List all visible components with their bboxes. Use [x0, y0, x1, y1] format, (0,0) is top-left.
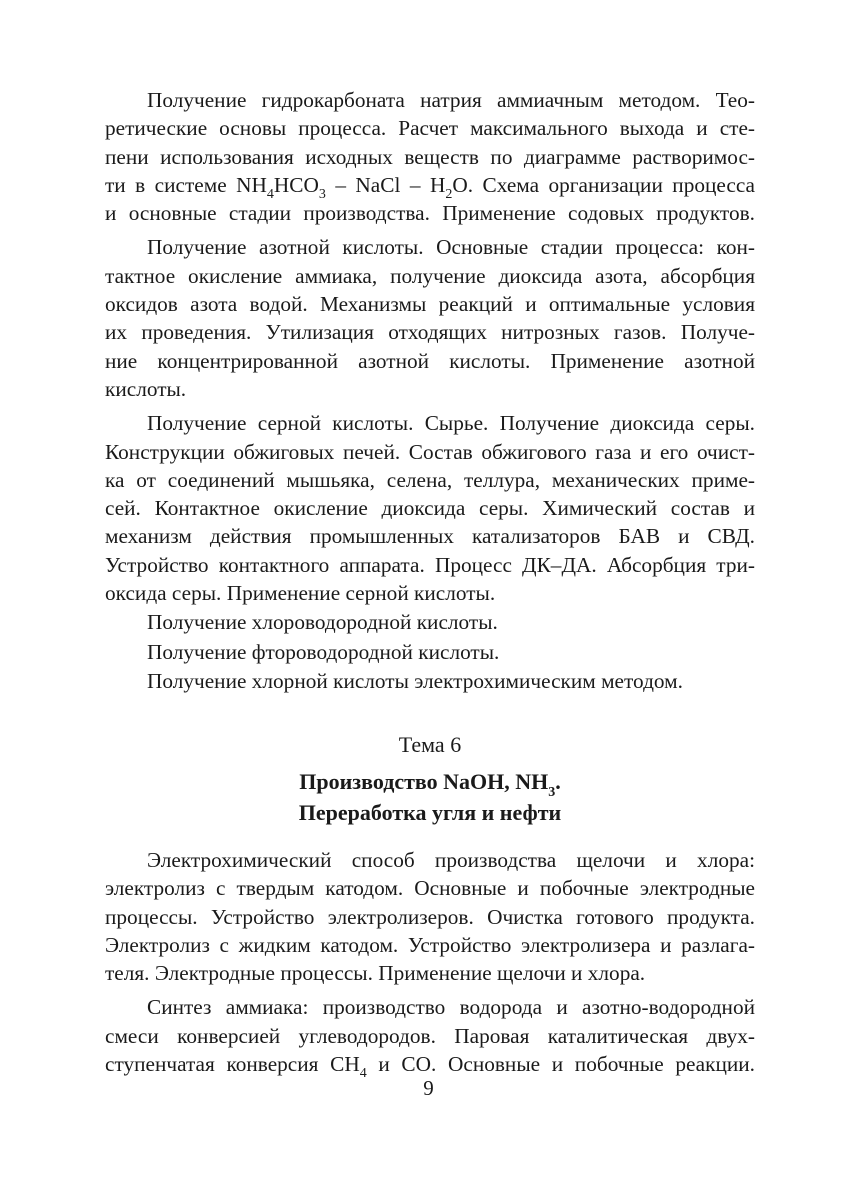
text-line: Электролиз с жидким катодом. Устройство электролизера и разлага-: [105, 932, 755, 957]
paragraph-nitric-acid: [105, 233, 755, 403]
title-text: .: [555, 769, 561, 794]
text-line: механизм действия промышленных катализаторов БАВ и СВД.: [105, 524, 755, 549]
section-title: [105, 766, 755, 828]
formula-pre: ступенчатая конверсия CH: [105, 1052, 360, 1077]
paragraph-ammonia: [105, 993, 755, 1078]
page-number: 9: [423, 1076, 434, 1100]
subscript: 3: [318, 186, 326, 200]
formula-pre: ти в системе NH: [105, 172, 267, 197]
paragraph-sulfuric-acid: [105, 409, 755, 607]
text-line: Получение азотной кислоты. Основные стадии процесса: кон-: [147, 235, 755, 260]
text-line: оксидов азота водой. Механизмы реакций и оптимальные условия: [105, 292, 755, 317]
text-line: ретические основы процесса. Расчет максимального выхода и сте-: [105, 116, 755, 141]
text-line: смеси конверсией углеводородов. Паровая каталитическая двух-: [105, 1023, 755, 1048]
text-line: Получение серной кислоты. Сырье. Получение диоксида серы.: [147, 411, 755, 436]
page-body-bottom: [105, 846, 755, 1078]
text-line: пени использования исходных веществ по диаграмме растворимос-: [105, 144, 755, 169]
section-title-line2: Переработка угля и нефти: [298, 800, 562, 825]
title-text: Производство NaOH, NH: [299, 769, 549, 794]
formula-post: и CO. Основные и побочные реакции.: [366, 1052, 755, 1077]
paragraph-soda: [105, 86, 755, 227]
text-line: Устройство контактного аппарата. Процесс ДК–ДА. Абсорбция три-: [105, 552, 755, 577]
text-line: Конструкции обжиговых печей. Состав обжигового газа и его очист-: [105, 439, 755, 464]
text-line: процессы. Устройство электролизеров. Очистка готового продукта.: [105, 904, 755, 929]
text-line: ние концентрированной азотной кислоты. Применение азотной: [105, 348, 755, 373]
subscript: 4: [359, 1066, 367, 1079]
text-line: их проведения. Утилизация отходящих нитрозных газов. Получе-: [105, 320, 755, 345]
formula-post: O. Схема организации процесса: [452, 172, 755, 197]
subscript: 4: [266, 186, 274, 200]
text-line: сей. Контактное окисление диоксида серы. Химический состав и: [105, 496, 755, 521]
paragraph-chlor-alkali: [105, 846, 755, 987]
text-line: Синтез аммиака: производство водорода и азотно-водородной: [147, 995, 755, 1020]
text-line: Электрохимический способ производства щелочи и хлора:: [147, 848, 755, 872]
subscript: 2: [445, 186, 453, 200]
section-title-line1: [105, 766, 755, 800]
formula-mid: – NaCl – H: [325, 172, 446, 197]
subscript: 3: [548, 785, 556, 800]
text-line: теля. Электродные процессы. Применение щелочи и хлора.: [105, 961, 646, 986]
text-line: электролиз с твердым катодом. Основные и побочные электродные: [105, 876, 755, 901]
paragraph-perchloric: Получение хлорной кислоты электрохимическим методом.: [147, 668, 683, 693]
paragraph-hydrofluoric: Получение фтороводородной кислоты.: [147, 639, 500, 664]
text-line: Получение гидрокарбоната натрия аммиачным методом. Тео-: [147, 88, 755, 112]
page-body-top: [105, 86, 755, 695]
formula-mid: HCO: [273, 172, 319, 197]
text-line-formula: [105, 171, 755, 199]
text-line-formula: [105, 1050, 755, 1078]
topic-number: Тема 6: [398, 732, 462, 757]
text-line: кислоты.: [105, 376, 187, 401]
text-line: оксида серы. Применение серной кислоты.: [105, 581, 496, 606]
paragraph-hydrochloric: Получение хлороводородной кислоты.: [147, 610, 498, 635]
text-line: тактное окисление аммиака, получение диоксида азота, абсорбция: [105, 263, 755, 288]
text-line: и основные стадии производства. Применение содовых продуктов.: [105, 201, 755, 226]
text-line: ка от соединений мышьяка, селена, теллура, механических приме-: [105, 467, 755, 492]
